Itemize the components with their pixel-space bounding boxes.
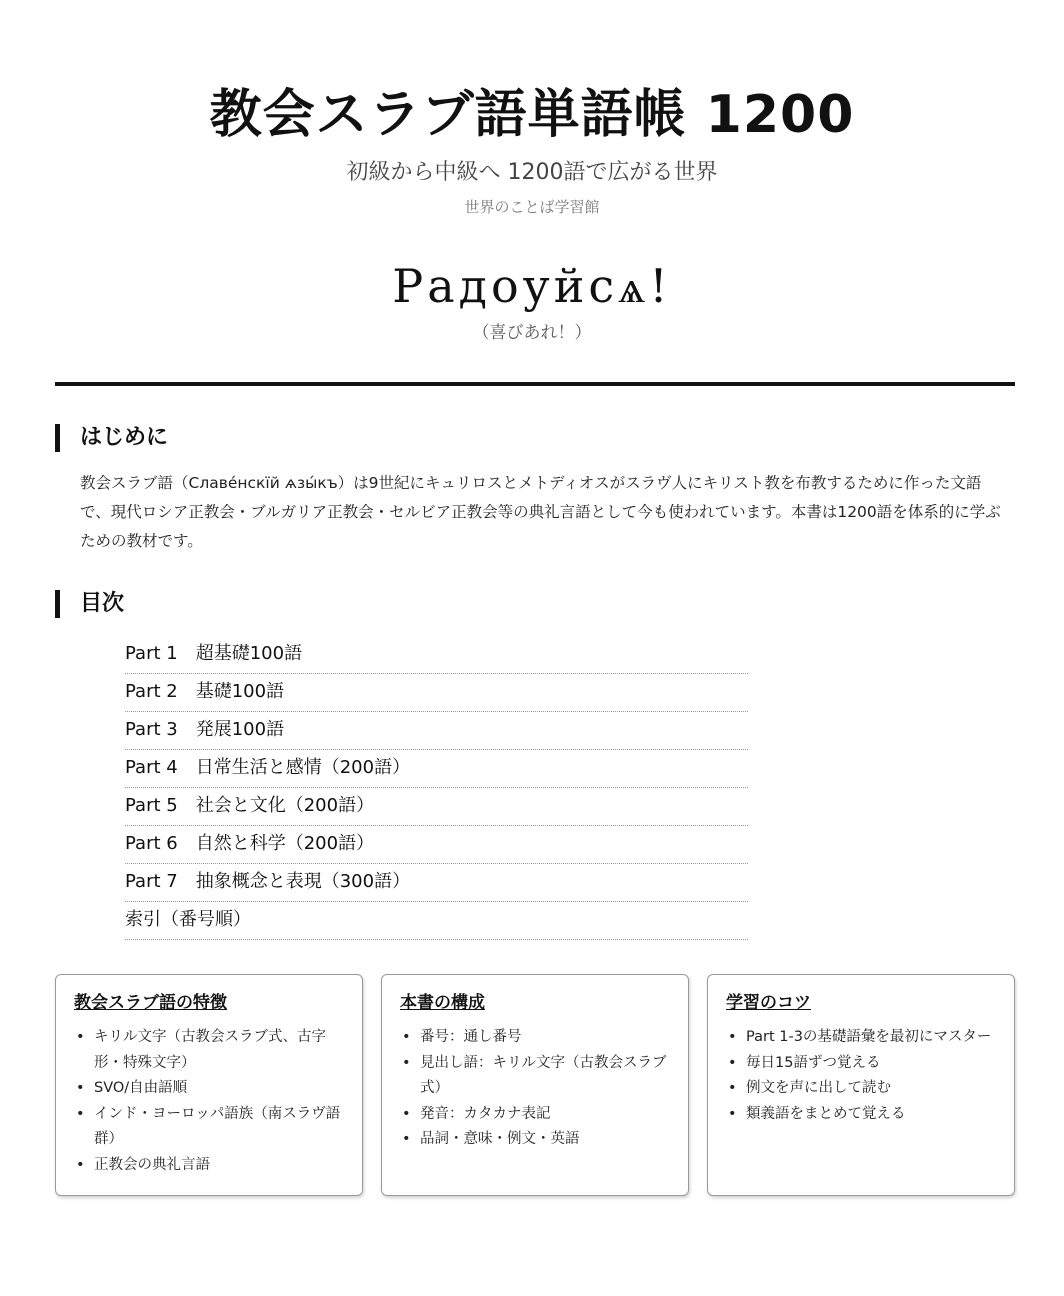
toc-item-index[interactable]: 索引（番号順）: [125, 902, 748, 940]
list-item: • 毎日15語ずつ覚える: [726, 1051, 996, 1077]
toc-item-part-7[interactable]: Part 7 抽象概念と表現（300語）: [125, 864, 748, 902]
list-item: • 見出し語：キリル文字（古教会スラブ式）: [400, 1051, 670, 1102]
heading-bar: [55, 424, 60, 452]
features-card-title: 教会スラブ語の特徴: [74, 993, 227, 1013]
toc-heading-label: 目次: [80, 591, 125, 616]
toc-item-part-2[interactable]: Part 2 基礎100語: [125, 674, 748, 712]
tips-list: [726, 1025, 996, 1127]
structure-list: [400, 1025, 670, 1153]
info-cards: [55, 974, 1015, 1196]
intro-section-heading: [55, 424, 168, 452]
list-item: • 例文を声に出して読む: [726, 1076, 996, 1102]
tips-card: [707, 974, 1015, 1196]
header-divider: [55, 382, 1015, 386]
list-item: • 発音：カタカナ表記: [400, 1102, 670, 1128]
list-item: • Part 1-3の基礎語彙を最初にマスター: [726, 1025, 996, 1051]
publisher-name: 世界のことば学習館: [464, 198, 600, 216]
list-item: • 正教会の典礼言語: [74, 1153, 344, 1179]
toc-item-part-4[interactable]: Part 4 日常生活と感情（200語）: [125, 750, 748, 788]
toc-section-heading: [55, 590, 124, 618]
features-list: [74, 1025, 344, 1178]
toc-item-part-6[interactable]: Part 6 自然と科学（200語）: [125, 826, 748, 864]
greeting-meaning: （喜びあれ！）: [472, 323, 592, 343]
features-card: [55, 974, 363, 1196]
list-item: • インド・ヨーロッパ語族（南スラヴ語群）: [74, 1102, 344, 1153]
table-of-contents: [125, 636, 748, 940]
tips-card-title: 学習のコツ: [726, 993, 811, 1013]
toc-item-part-5[interactable]: Part 5 社会と文化（200語）: [125, 788, 748, 826]
intro-heading-label: はじめに: [80, 425, 169, 450]
heading-bar: [55, 590, 60, 618]
list-item: • 品詞・意味・例文・英語: [400, 1127, 670, 1153]
toc-item-part-3[interactable]: Part 3 発展100語: [125, 712, 748, 750]
greeting-text: Радоуйсѧ!: [392, 259, 672, 313]
structure-card: [381, 974, 689, 1196]
intro-paragraph: 教会スラブ語（Славе́нскїй ѧзы́къ）は9世紀にキュリロスとメトディオスがスラヴ人にキリスト教を布教するために作った文語で、現代ロシア正教会・ブルガリア正教会・セルビア正教会等の典礼言語として今も使われています。本書は1200語を体系的に学ぶための教材です。: [80, 474, 1001, 550]
toc-item-part-1[interactable]: Part 1 超基礎100語: [125, 636, 748, 674]
page-subtitle: 初級から中級へ 1200語で広がる世界: [346, 160, 718, 185]
structure-card-title: 本書の構成: [400, 993, 485, 1013]
list-item: • 類義語をまとめて覚える: [726, 1102, 996, 1128]
list-item: • キリル文字（古教会スラブ式、古字形・特殊文字）: [74, 1025, 344, 1076]
list-item: • 番号：通し番号: [400, 1025, 670, 1051]
list-item: • SVO/自由語順: [74, 1076, 344, 1102]
page-title: 教会スラブ語単語帳 1200: [209, 85, 855, 145]
